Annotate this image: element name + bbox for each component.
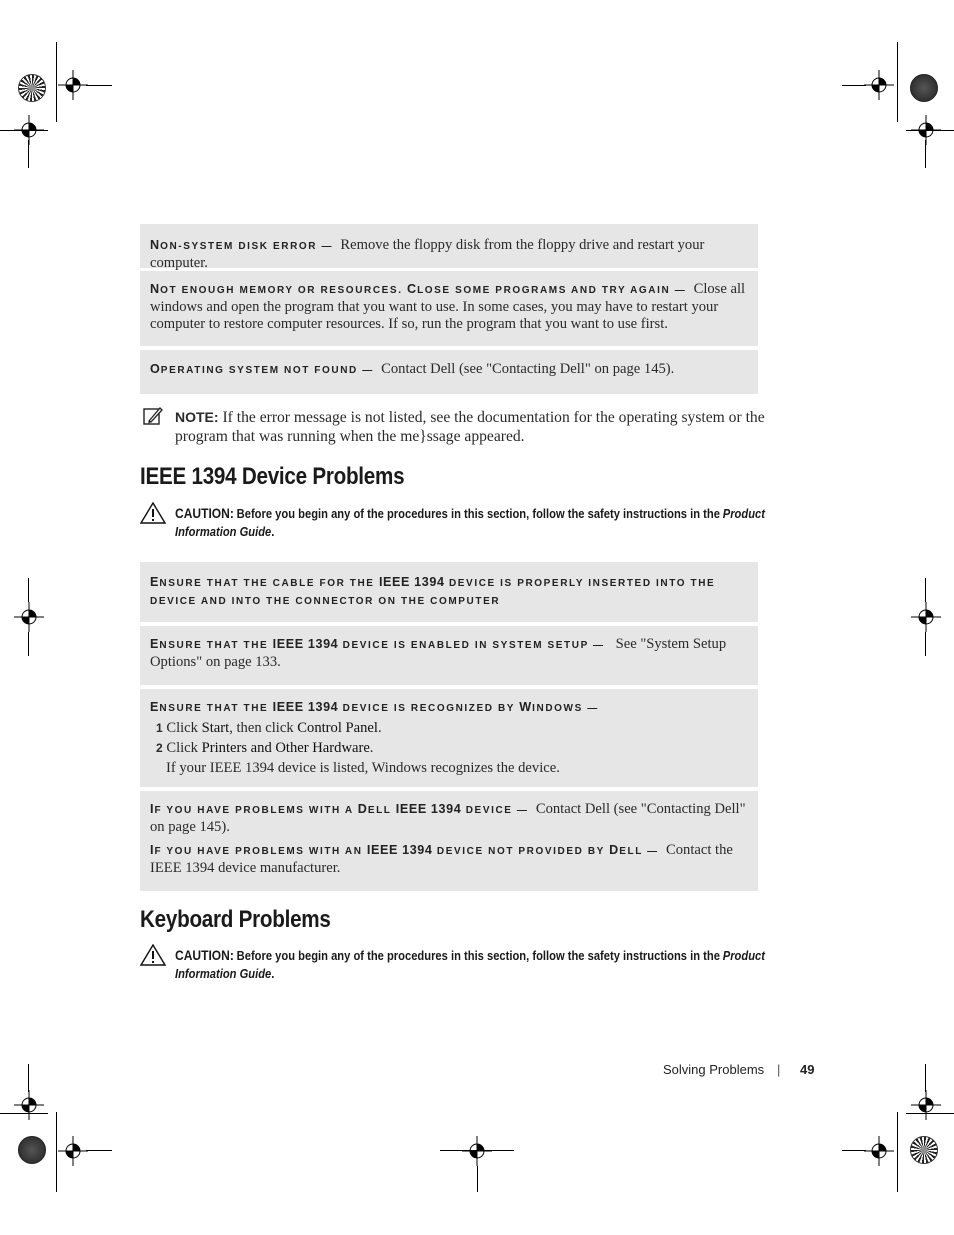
registration-target-icon <box>14 115 44 145</box>
troubleshoot-text: Contact Dell (see "Contacting Dell" on page 145). <box>150 801 746 835</box>
registration-target-icon <box>58 70 88 100</box>
step-result: If your IEEE 1394 device is listed, Windows recognizes the device. <box>166 760 560 776</box>
registration-disc-icon <box>18 74 46 102</box>
message-box <box>140 224 758 271</box>
troubleshoot-title: IF YOU HAVE PROBLEMS WITH A DELL IEEE 1394 DEVICE — <box>150 802 529 816</box>
caution-triangle-icon <box>140 502 166 524</box>
caution-notice: CAUTION: Before you begin any of the procedures in this section, follow the safety instructions in the Product Information Guide. <box>175 505 765 539</box>
registration-target-icon <box>911 1090 941 1120</box>
step-item: 2 Click Printers and Other Hardware. <box>156 740 374 756</box>
troubleshoot-title: ENSURE THAT THE IEEE 1394 DEVICE IS ENABLED IN SYSTEM SETUP — <box>150 637 605 651</box>
troubleshoot-entry <box>150 801 748 836</box>
message-title: OPERATING SYSTEM NOT FOUND — <box>150 362 374 376</box>
registration-target-icon <box>864 70 894 100</box>
registration-disc-icon <box>910 74 938 102</box>
registration-target-icon <box>911 115 941 145</box>
message-text: Close all windows and open the program that you want to use. In some cases, you may have to restart your computer to restore computer resources. If so, run the program that you want to use first. <box>150 281 746 332</box>
start-menu-ref: Start <box>201 720 230 736</box>
section-heading: IEEE 1394 Device Problems <box>140 463 405 490</box>
troubleshoot-title: ENSURE THAT THE IEEE 1394 DEVICE IS RECOGNIZED BY WINDOWS — <box>150 700 599 714</box>
message-title: NON-SYSTEM DISK ERROR — <box>150 238 334 252</box>
caution-doc: Product Information Guide <box>175 948 765 981</box>
message-box <box>140 350 758 394</box>
control-panel-ref: Control Panel <box>297 720 378 736</box>
note-label: NOTE: <box>175 409 219 425</box>
caution-notice: CAUTION: Before you begin any of the procedures in this section, follow the safety instructions in the Product Information Guide. <box>175 947 765 981</box>
registration-target-icon <box>864 1136 894 1166</box>
caution-text: Before you begin any of the procedures in this section, follow the safety instructions in the <box>236 506 720 521</box>
troubleshoot-entry <box>150 842 748 877</box>
message-title: NOT ENOUGH MEMORY OR RESOURCES. CLOSE SOME PROGRAMS AND TRY AGAIN — <box>150 282 687 296</box>
page-number: 49 <box>800 1062 815 1077</box>
registration-disc-icon <box>910 1136 938 1164</box>
step-item: 1 Click Start, then click Control Panel. <box>156 720 382 736</box>
message-text: Remove the floppy disk from the floppy drive and restart your computer. <box>150 237 705 271</box>
message-box <box>140 271 758 346</box>
registration-target-icon <box>58 1136 88 1166</box>
caution-triangle-icon <box>140 944 166 966</box>
troubleshoot-box <box>140 562 758 622</box>
footer-section-name: Solving Problems <box>663 1062 765 1077</box>
registration-target-icon <box>911 602 941 632</box>
printers-hardware-ref: Printers and Other Hardware <box>201 740 370 756</box>
note <box>175 408 795 446</box>
footer-separator: | <box>777 1062 781 1077</box>
troubleshoot-title: ENSURE THAT THE CABLE FOR THE IEEE 1394 DEVICE IS PROPERLY INSERTED INTO THE DEVICE AND INTO THE CONNECTOR ON THE COMPUTER <box>150 575 716 607</box>
troubleshoot-title: IF YOU HAVE PROBLEMS WITH AN IEEE 1394 DEVICE NOT PROVIDED BY DELL — <box>150 843 659 857</box>
section-heading: Keyboard Problems <box>140 906 331 933</box>
troubleshoot-box <box>140 689 758 787</box>
troubleshoot-box <box>140 626 758 685</box>
note-text: If the error message is not listed, see the documentation for the operating system or the program that was running when the me}ssage appeared. <box>175 409 765 445</box>
registration-target-icon <box>14 1090 44 1120</box>
caution-label: CAUTION: <box>175 947 234 963</box>
note-pencil-icon <box>143 406 163 426</box>
caution-label: CAUTION: <box>175 505 234 521</box>
message-text: Contact Dell (see "Contacting Dell" on page 145). <box>381 361 675 377</box>
registration-target-icon <box>462 1136 492 1166</box>
troubleshoot-box <box>140 791 758 891</box>
registration-target-icon <box>14 602 44 632</box>
troubleshoot-text: Contact the IEEE 1394 device manufacturer. <box>150 842 733 876</box>
registration-disc-icon <box>18 1136 46 1164</box>
troubleshoot-text: See "System Setup Options" on page 133. <box>150 636 727 670</box>
caution-doc: Product Information Guide <box>175 506 765 539</box>
caution-text: Before you begin any of the procedures in this section, follow the safety instructions in the <box>236 948 720 963</box>
